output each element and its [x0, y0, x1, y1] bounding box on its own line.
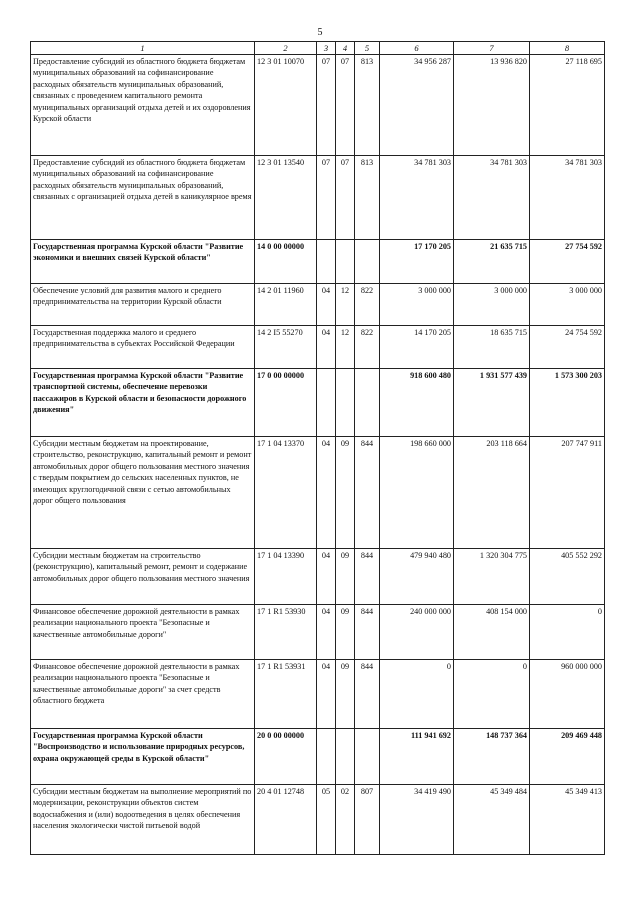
row-value-year3: 0	[530, 605, 605, 660]
row-section: 04	[317, 549, 336, 605]
row-expense-type: 822	[355, 326, 380, 369]
row-name: Государственная программа Курской области "Развитие экономики и внешних связей Курской области"	[31, 240, 255, 284]
row-value-year3: 45 349 413	[530, 785, 605, 855]
row-value-year2: 1 931 577 439	[454, 369, 530, 437]
row-section: 05	[317, 785, 336, 855]
row-expense-type: 807	[355, 785, 380, 855]
row-value-year1: 17 170 205	[380, 240, 454, 284]
row-value-year2: 45 349 484	[454, 785, 530, 855]
row-value-year2: 203 118 664	[454, 437, 530, 549]
header-cell: 8	[530, 42, 605, 55]
row-value-year2: 1 320 304 775	[454, 549, 530, 605]
row-code: 12 3 01 10070	[255, 55, 317, 156]
row-expense-type: 844	[355, 549, 380, 605]
row-expense-type	[355, 369, 380, 437]
table-row	[31, 156, 605, 240]
row-value-year3: 209 469 448	[530, 729, 605, 785]
row-subsection: 07	[336, 156, 355, 240]
table-row	[31, 605, 605, 660]
row-subsection: 12	[336, 326, 355, 369]
row-expense-type: 844	[355, 605, 380, 660]
header-cell: 1	[31, 42, 255, 55]
row-expense-type: 813	[355, 55, 380, 156]
row-name: Субсидии местным бюджетам на выполнение мероприятий по модернизации, реконструкции объектов систем водоснабжения и (или) водоотведения в целях обеспечения населения экологически чистой питьевой водой	[31, 785, 255, 855]
header-cell: 5	[355, 42, 380, 55]
header-cell: 3	[317, 42, 336, 55]
row-subsection: 02	[336, 785, 355, 855]
row-value-year3: 3 000 000	[530, 284, 605, 326]
row-value-year1: 34 419 490	[380, 785, 454, 855]
row-subsection: 09	[336, 605, 355, 660]
row-value-year2: 148 737 364	[454, 729, 530, 785]
row-section: 04	[317, 660, 336, 729]
table-row	[31, 326, 605, 369]
row-subsection: 09	[336, 437, 355, 549]
row-value-year2: 408 154 000	[454, 605, 530, 660]
table-row	[31, 437, 605, 549]
row-name: Государственная поддержка малого и среднего предпринимательства в субъектах Российской Федерации	[31, 326, 255, 369]
row-value-year1: 240 000 000	[380, 605, 454, 660]
row-code: 14 0 00 00000	[255, 240, 317, 284]
row-expense-type: 844	[355, 660, 380, 729]
row-expense-type	[355, 729, 380, 785]
row-subsection: 07	[336, 55, 355, 156]
row-name: Субсидии местным бюджетам на проектирование, строительство, реконструкцию, капитальный ремонт и ремонт автомобильных дорог общего пользования местного значения с твердым покрытием до сельских населенных пунктов, не имеющих круглогодичной связи с сетью автомобильных дорог общего пользования	[31, 437, 255, 549]
row-value-year3: 27 754 592	[530, 240, 605, 284]
row-code: 17 0 00 00000	[255, 369, 317, 437]
row-name: Предоставление субсидий из областного бюджета бюджетам муниципальных образований на софинансирование расходных обязательств муниципальных образований, связанных с организацией отдыха детей в каникулярное время	[31, 156, 255, 240]
row-value-year3: 960 000 000	[530, 660, 605, 729]
row-value-year3: 24 754 592	[530, 326, 605, 369]
row-subsection: 09	[336, 660, 355, 729]
row-value-year1: 198 660 000	[380, 437, 454, 549]
row-value-year3: 405 552 292	[530, 549, 605, 605]
row-section	[317, 729, 336, 785]
row-name: Финансовое обеспечение дорожной деятельности в рамках реализации национального проекта "Безопасные и качественные автомобильные дороги" за счет средств областного бюджета	[31, 660, 255, 729]
row-value-year1: 479 940 480	[380, 549, 454, 605]
row-value-year3: 34 781 303	[530, 156, 605, 240]
row-value-year2: 18 635 715	[454, 326, 530, 369]
row-name: Предоставление субсидий из областного бюджета бюджетам муниципальных образований на софинансирование расходных обязательств муниципальных образований, связанных с проведением капитального ремонта муниципальных организаций отдыха детей и их оздоровления Курской области	[31, 55, 255, 156]
row-name: Государственная программа Курской области "Развитие транспортной системы, обеспечение перевозки пассажиров в Курской области и безопасности дорожного движения"	[31, 369, 255, 437]
row-value-year1: 111 941 692	[380, 729, 454, 785]
row-code: 20 0 00 00000	[255, 729, 317, 785]
header-cell: 7	[454, 42, 530, 55]
row-expense-type: 822	[355, 284, 380, 326]
row-code: 17 1 R1 53931	[255, 660, 317, 729]
row-subsection: 09	[336, 549, 355, 605]
row-value-year2: 21 635 715	[454, 240, 530, 284]
row-value-year1: 34 956 287	[380, 55, 454, 156]
row-subsection	[336, 240, 355, 284]
row-expense-type: 813	[355, 156, 380, 240]
row-section: 04	[317, 284, 336, 326]
row-code: 14 2 01 11960	[255, 284, 317, 326]
row-value-year1: 14 170 205	[380, 326, 454, 369]
table-row-program	[31, 729, 605, 785]
page-number: 5	[317, 27, 323, 38]
row-value-year2: 13 936 820	[454, 55, 530, 156]
header-cell: 2	[255, 42, 317, 55]
row-value-year1: 3 000 000	[380, 284, 454, 326]
row-section: 04	[317, 605, 336, 660]
row-name: Субсидии местным бюджетам на строительство (реконструкцию), капитальный ремонт, ремонт и содержание автомобильных дорог общего пользования местного значения	[31, 549, 255, 605]
table-row	[31, 284, 605, 326]
row-value-year3: 1 573 300 203	[530, 369, 605, 437]
table-row	[31, 55, 605, 156]
table-header-row	[31, 42, 605, 55]
row-section	[317, 240, 336, 284]
row-value-year2: 3 000 000	[454, 284, 530, 326]
table-row-program	[31, 240, 605, 284]
row-code: 17 1 R1 53930	[255, 605, 317, 660]
row-value-year2: 34 781 303	[454, 156, 530, 240]
row-section: 04	[317, 437, 336, 549]
table-row	[31, 549, 605, 605]
row-section: 07	[317, 55, 336, 156]
row-subsection	[336, 729, 355, 785]
row-subsection	[336, 369, 355, 437]
budget-table	[30, 41, 605, 855]
row-value-year3: 207 747 911	[530, 437, 605, 549]
row-expense-type: 844	[355, 437, 380, 549]
header-cell: 6	[380, 42, 454, 55]
row-section	[317, 369, 336, 437]
row-section: 07	[317, 156, 336, 240]
row-value-year1: 0	[380, 660, 454, 729]
table-row	[31, 785, 605, 855]
row-code: 20 4 01 12748	[255, 785, 317, 855]
row-name: Финансовое обеспечение дорожной деятельности в рамках реализации национального проекта "Безопасные и качественные автомобильные дороги"	[31, 605, 255, 660]
row-code: 12 3 01 13540	[255, 156, 317, 240]
header-cell: 4	[336, 42, 355, 55]
table-row-program	[31, 369, 605, 437]
row-value-year1: 918 600 480	[380, 369, 454, 437]
row-value-year2: 0	[454, 660, 530, 729]
table-row	[31, 660, 605, 729]
row-value-year1: 34 781 303	[380, 156, 454, 240]
row-name: Государственная программа Курской области "Воспроизводство и использование природных ресурсов, охрана окружающей среды в Курской области"	[31, 729, 255, 785]
row-value-year3: 27 118 695	[530, 55, 605, 156]
row-name: Обеспечение условий для развития малого и среднего предпринимательства на территории Курской области	[31, 284, 255, 326]
row-code: 17 1 04 13370	[255, 437, 317, 549]
row-code: 17 1 04 13390	[255, 549, 317, 605]
row-expense-type	[355, 240, 380, 284]
row-section: 04	[317, 326, 336, 369]
row-subsection: 12	[336, 284, 355, 326]
row-code: 14 2 I5 55270	[255, 326, 317, 369]
